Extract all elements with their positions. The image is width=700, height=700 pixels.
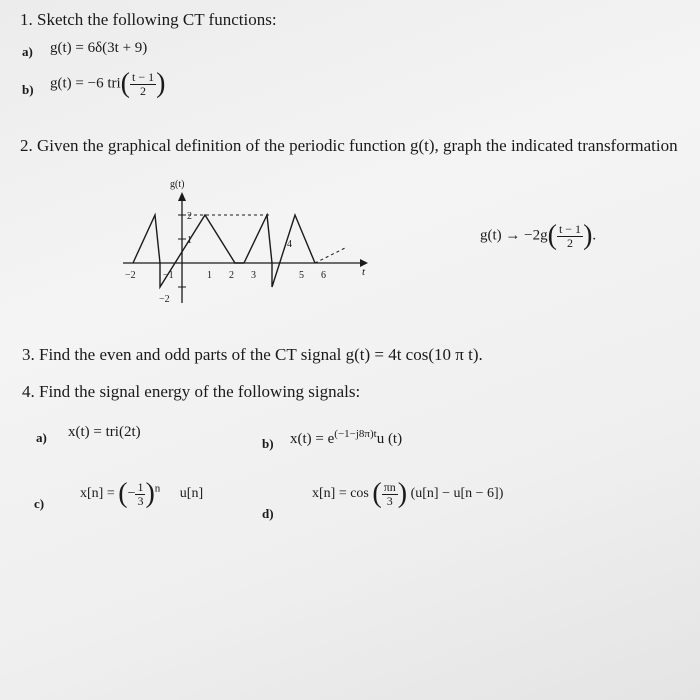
q4-d-fraction bbox=[382, 481, 398, 508]
q4-b-expression bbox=[290, 428, 402, 448]
q1-b-expression bbox=[50, 68, 165, 100]
close-paren: ) bbox=[156, 68, 166, 99]
x-tick-label-5: 5 bbox=[299, 270, 304, 281]
q4-c-exponent: n bbox=[154, 482, 161, 495]
q1-b-numerator: t − 1 bbox=[132, 69, 155, 84]
x-tick-label-6: 6 bbox=[321, 270, 326, 281]
q4-c-expression-suffix: u[n] bbox=[179, 486, 204, 502]
y-axis-label: g(t) bbox=[170, 179, 185, 190]
open-paren: ( bbox=[372, 478, 382, 509]
q1-a-label: a) bbox=[22, 44, 33, 59]
x-axis-label: t bbox=[362, 266, 366, 278]
q4-b-exponent: (−1−j8π)t bbox=[334, 428, 377, 440]
q1-b-fraction bbox=[130, 71, 156, 98]
q2-denominator: 2 bbox=[567, 235, 573, 250]
y-tick-label-neg2: −2 bbox=[159, 294, 170, 305]
q2-title: 2. Given the graphical definition of the periodic function g(t), graph the indicated transformation bbox=[20, 136, 678, 155]
close-paren: ) bbox=[583, 220, 593, 251]
q1-b-label: b) bbox=[22, 82, 34, 97]
q4-d-numerator: πn bbox=[383, 479, 396, 494]
q4-d-expression bbox=[312, 478, 503, 510]
q1-title: 1. Sketch the following CT functions: bbox=[20, 10, 277, 29]
q4-c-numerator: 1 bbox=[137, 479, 144, 494]
q4-a-expression: x(t) = tri(2t) bbox=[68, 424, 141, 440]
x-tick-label-2: 2 bbox=[229, 270, 234, 281]
q4-c-denominator: 3 bbox=[137, 493, 144, 508]
close-paren: ) bbox=[145, 478, 155, 509]
q3-title: 3. Find the even and odd parts of the CT signal g(t) = 4t cos(10 π t). bbox=[22, 345, 483, 364]
y-tick-label-2: 2 bbox=[187, 211, 192, 222]
open-paren: ( bbox=[118, 478, 128, 509]
q2-transformation: g(t) → −2g( $\frac{t - 1}{2}$ ). bbox=[480, 220, 597, 251]
periodic-function-graph bbox=[115, 175, 375, 310]
q4-b-label: b) bbox=[262, 436, 274, 451]
q4-a-label: a) bbox=[36, 430, 47, 445]
waveform-left bbox=[133, 215, 244, 287]
q4-d-label: d) bbox=[262, 506, 274, 521]
x-tick-label-neg2: −2 bbox=[125, 270, 136, 281]
q4-b-expression-prefix: x(t) = e bbox=[290, 431, 335, 447]
marker-label-4: 4 bbox=[287, 239, 292, 250]
close-paren: ) bbox=[397, 478, 408, 509]
y-tick-label-1: 1 bbox=[187, 235, 192, 246]
open-paren: ( bbox=[120, 68, 130, 99]
q4-title: 4. Find the signal energy of the following signals: bbox=[22, 382, 361, 401]
q4-d-expression-prefix: x[n] = cos bbox=[312, 486, 369, 502]
q1-b-expression-prefix: g(t) = −6 tri bbox=[50, 75, 121, 92]
x-tick-label-1: 1 bbox=[207, 270, 212, 281]
q2-numerator: t − 1 bbox=[558, 221, 582, 236]
y-axis-arrow-icon bbox=[178, 192, 186, 201]
x-tick-label-neg1: −1 bbox=[163, 270, 174, 281]
q4-b-expression-suffix: u (t) bbox=[376, 431, 403, 447]
q4-c-expression bbox=[80, 478, 203, 510]
q4-d-expression-suffix: (u[n] − u[n − 6]) bbox=[410, 486, 504, 502]
q1-a-expression: g(t) = 6δ(3t + 9) bbox=[50, 40, 148, 56]
q2-transformation-prefix: g(t) → −2g bbox=[480, 227, 548, 244]
q4-c-sign: − bbox=[127, 486, 136, 502]
q2-fraction bbox=[557, 223, 583, 250]
continuation-dashes bbox=[315, 247, 347, 263]
x-tick-label-3: 3 bbox=[251, 270, 256, 281]
q1-b-denominator: 2 bbox=[140, 83, 147, 98]
q4-c-label: c) bbox=[34, 496, 45, 511]
open-paren: ( bbox=[547, 220, 557, 251]
q4-c-expression-prefix: x[n] = bbox=[80, 486, 115, 502]
q4-c-fraction bbox=[135, 481, 145, 508]
q4-d-denominator: 3 bbox=[386, 493, 393, 508]
